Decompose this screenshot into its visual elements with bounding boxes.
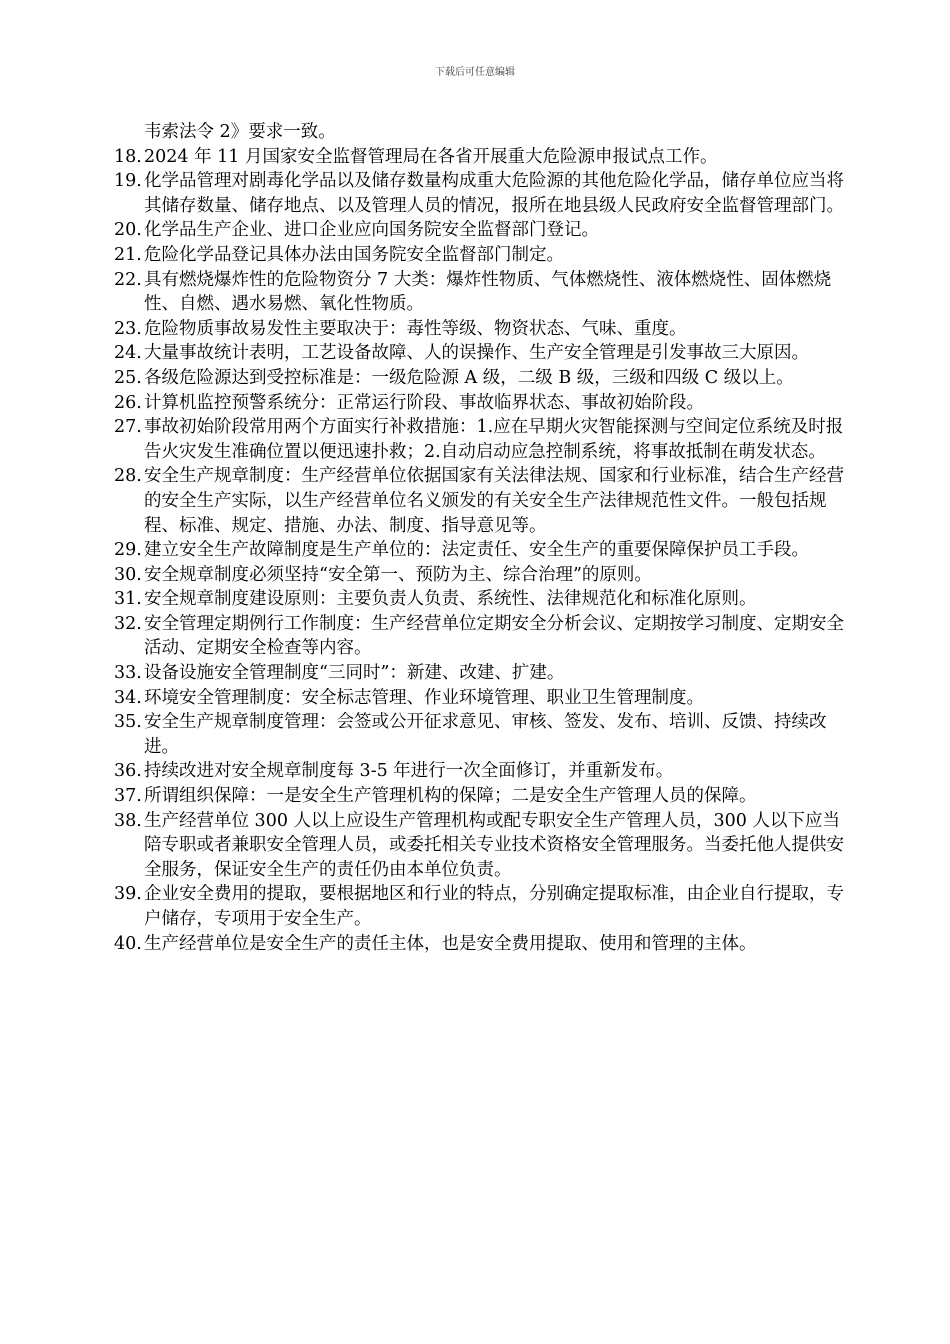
list-item-text: 所谓组织保障：一是安全生产管理机构的保障；二是安全生产管理人员的保障。: [144, 786, 757, 807]
list-item-number: 33.: [114, 663, 142, 684]
list-item-text: 化学品生产企业、进口企业应向国务院安全监督部门登记。: [144, 220, 599, 241]
list-item-text: 安全生产规章制度管理：会签或公开征求意见、审核、签发、发布、培训、反馈、持续改进。: [144, 712, 827, 757]
list-item: [114, 784, 854, 809]
list-item-number: 40.: [114, 933, 142, 954]
list-item-number: 32.: [114, 613, 142, 634]
list-item-text: 危险物质事故易发性主要取决于：毒性等级、物资状态、气味、重度。: [144, 318, 687, 339]
list-item: [114, 145, 854, 170]
list-item: [114, 464, 854, 538]
list-item-text: 安全管理定期例行工作制度：生产经营单位定期安全分析会议、定期按学习制度、定期安全活动、定期安全检查等内容。: [144, 613, 844, 659]
list-item: [114, 686, 854, 711]
list-item-number: 38.: [114, 810, 142, 831]
page-header: 下载后可任意编辑: [435, 67, 515, 78]
list-item: [114, 317, 854, 342]
list-item: [114, 563, 854, 588]
list-item-text: 事故初始阶段常用两个方面实行补救措施：1.应在早期火灾智能探测与空间定位系统及时报告火灾发生准确位置以便迅速扑救；2.自动启动应急控制系统，将事故抵制在萌发状态。: [144, 417, 844, 462]
list-item-number: 24.: [114, 343, 142, 364]
list-item-text: 建立安全生产故障制度是生产单位的：法定责任、安全生产的重要保障保护员工手段。: [144, 540, 809, 561]
list-item: [114, 932, 854, 957]
list-item-number: 34.: [114, 687, 142, 708]
list-item-text: 生产经营单位 300 人以上应设生产管理机构或配专职安全生产管理人员，300 人以下应当陪专职或者兼职安全管理人员，或委托相关专业技术资格安全管理服务。当委托他人提供安全服务，保证安全生产的责任仍由本单位负责。: [144, 810, 844, 880]
list-item-number: 26.: [114, 392, 142, 413]
list-item-text: 化学品管理对剧毒化学品以及储存数量构成重大危险源的其他危险化学品，储存单位应当将其储存数量、储存地点、以及管理人员的情况，报所在地县级人民政府安全监督管理部门。: [144, 171, 844, 216]
list-item: [114, 587, 854, 612]
list-item-text: 企业安全费用的提取，要根据地区和行业的特点，分别确定提取标准，由企业自行提取，专户储存，专项用于安全生产。: [144, 884, 844, 929]
list-item-text: 安全规章制度必须坚持“安全第一、预防为主、综合治理”的原则。: [144, 564, 652, 585]
list-item-text: 2024 年 11 月国家安全监督管理局在各省开展重大危险源申报试点工作。: [144, 146, 718, 167]
list-item-text: 安全生产规章制度：生产经营单位依据国家有关法律法规、国家和行业标准，结合生产经营的安全生产实际，以生产经营单位名义颁发的有关安全生产法律规范性文件。一般包括规程、标准、规定、措施、办法、制度、指导意见等。: [144, 466, 844, 536]
list-item-number: 28.: [114, 466, 142, 487]
list-item-number: 18.: [114, 146, 142, 167]
list-item: [114, 268, 854, 317]
list-item-text: 大量事故统计表明，工艺设备故障、人的误操作、生产安全管理是引发事故三大原因。: [144, 343, 809, 364]
list-item: [114, 710, 854, 759]
list-item: [114, 366, 854, 391]
list-item-text: 持续改进对安全规章制度每 3-5 年进行一次全面修订，并重新发布。: [144, 761, 674, 782]
list-item-number: 29.: [114, 540, 142, 561]
continuation-line: 韦索法令 2》要求一致。: [144, 122, 336, 142]
list-item-text: 各级危险源达到受控标准是：一级危险源 A 级，二级 B 级，三级和四级 C 级以上。: [144, 367, 794, 388]
list-item: [114, 661, 854, 686]
list-item: [114, 415, 854, 464]
list-item-number: 31.: [114, 589, 142, 610]
list-item-number: 37.: [114, 786, 142, 807]
list-item: [114, 612, 854, 661]
numbered-list: [114, 145, 854, 957]
list-item-number: 27.: [114, 417, 142, 438]
list-item-text: 危险化学品登记具体办法由国务院安全监督部门制定。: [144, 244, 564, 265]
list-item: [114, 169, 854, 218]
list-item-number: 22.: [114, 269, 142, 290]
list-item: [114, 759, 854, 784]
list-item: [114, 809, 854, 883]
list-item: [114, 218, 854, 243]
list-item-text: 计算机监控预警系统分：正常运行阶段、事故临界状态、事故初始阶段。: [144, 392, 704, 413]
list-item: [114, 391, 854, 416]
list-item-text: 安全规章制度建设原则：主要负责人负责、系统性、法律规范化和标准化原则。: [144, 589, 757, 610]
list-item: [114, 538, 854, 563]
list-item-number: 35.: [114, 712, 142, 733]
list-item-text: 环境安全管理制度：安全标志管理、作业环境管理、职业卫生管理制度。: [144, 687, 704, 708]
list-item: [114, 341, 854, 366]
list-item-number: 39.: [114, 884, 142, 905]
document-body: [114, 120, 854, 956]
list-item-text: 生产经营单位是安全生产的责任主体，也是安全费用提取、使用和管理的主体。: [144, 933, 757, 954]
list-item-number: 19.: [114, 171, 142, 192]
list-item-text: 设备设施安全管理制度“三同时”：新建、改建、扩建。: [144, 663, 565, 684]
list-item-number: 25.: [114, 367, 142, 388]
list-item-number: 23.: [114, 318, 142, 339]
list-item-number: 20.: [114, 220, 142, 241]
list-item-number: 36.: [114, 761, 142, 782]
list-item-text: 具有燃烧爆炸性的危险物资分 7 大类：爆炸性物质、气体燃烧性、液体燃烧性、固体燃烧性、自燃、遇水易燃、氧化性物质。: [144, 269, 832, 315]
list-item: [114, 243, 854, 268]
list-item: [114, 882, 854, 931]
list-item-number: 30.: [114, 564, 142, 585]
list-item-number: 21.: [114, 244, 142, 265]
